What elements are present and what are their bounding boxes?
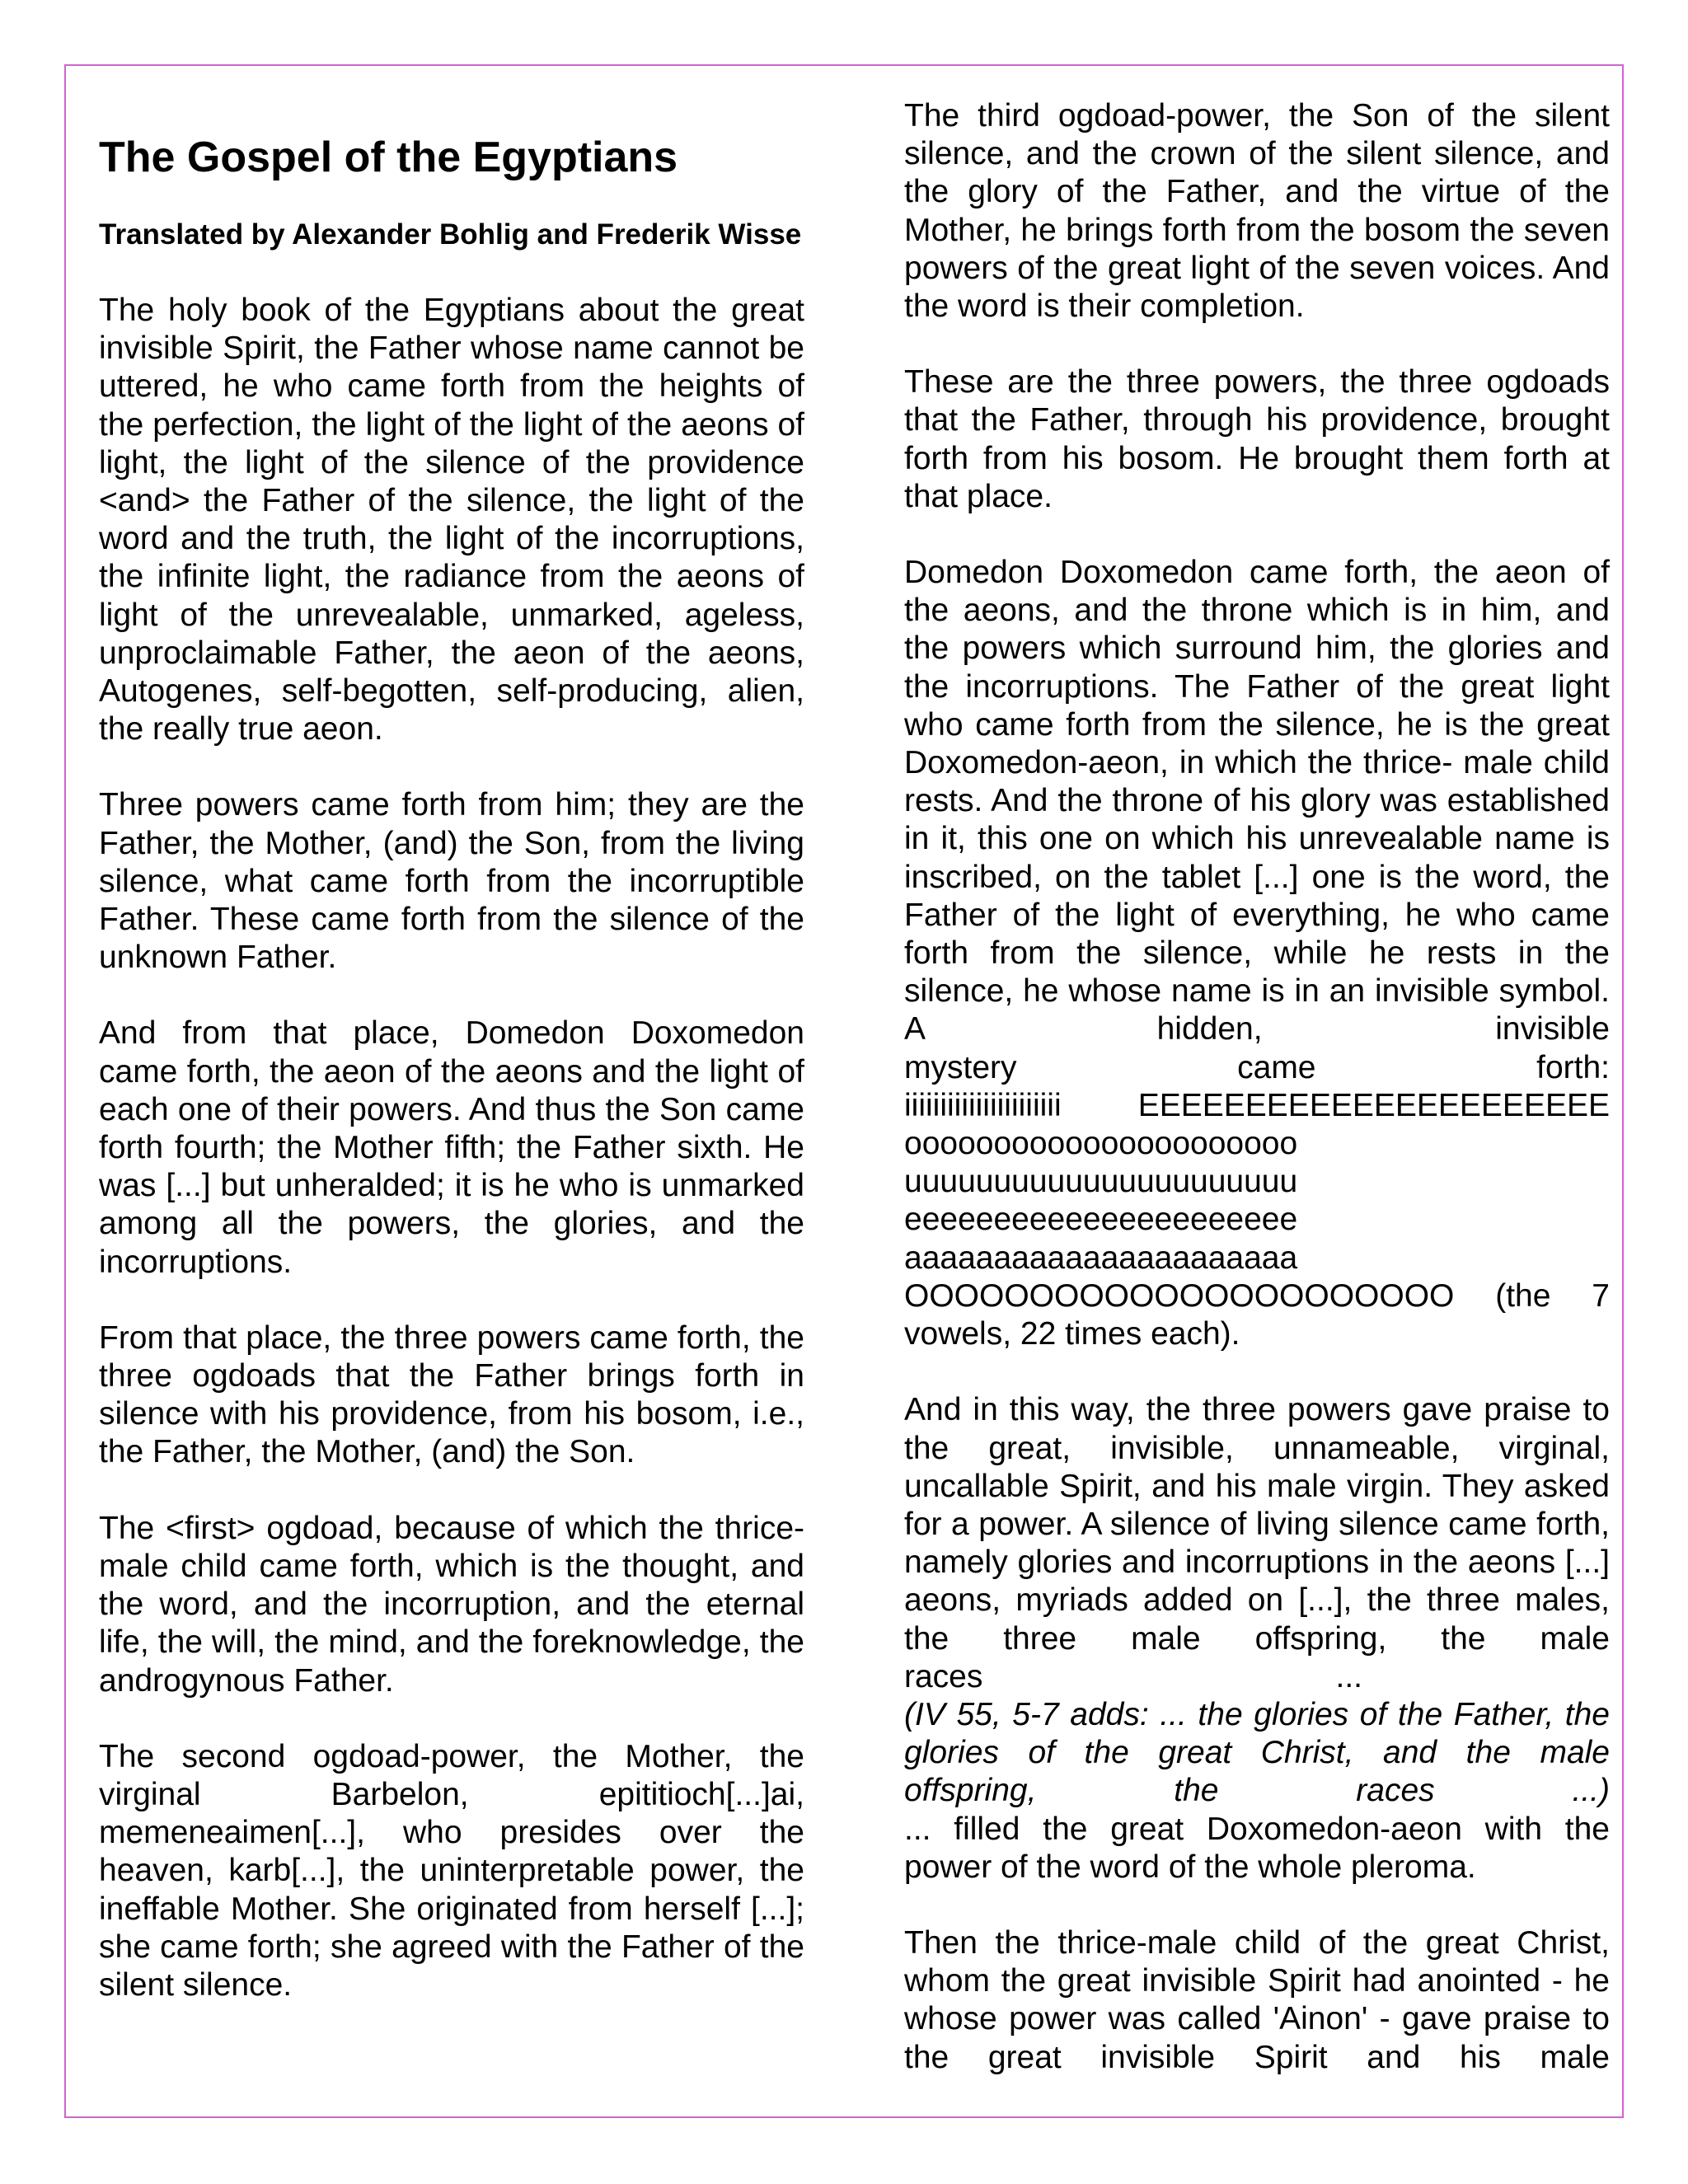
paragraph: Then the thrice-male child of the great Christ, whom the great invisible Spirit had anointed - he whose power was called 'Ainon' - gave praise to the great invisible Spirit and his male [904,1924,1610,2075]
paragraph-praise [904,1391,1610,1886]
vowel-i: iiiiiiiiiiiiiiiiiiiiii [904,1087,1062,1123]
word: offspring, [904,1773,1037,1809]
word: races [1356,1773,1435,1809]
vowel-a: aaaaaaaaaaaaaaaaaaaaaa [904,1240,1298,1276]
document-title: The Gospel of the Egyptians [99,134,678,181]
left-column [99,132,804,2042]
vowel-e: eeeeeeeeeeeeeeeeeeeeee [904,1202,1298,1238]
vowel-line-i-E [904,1087,1610,1125]
vowel-E: EEEEEEEEEEEEEEEEEEEEEE [1137,1087,1610,1123]
word: races [904,1658,983,1694]
vowel-O: OOOOOOOOOOOOOOOOOOOOOO [904,1277,1455,1314]
italic-note: (IV 55, 5-7 adds: ... the glories of the Father, the glories of the great Christ, and the male [904,1696,1610,1771]
mystery-line [904,1049,1610,1087]
vowel-u: uuuuuuuuuuuuuuuuuuuuuu [904,1164,1298,1200]
word: ...) [1572,1773,1610,1809]
translator-credit: Translated by Alexander Bohlig and Frederik Wisse [99,218,802,251]
vowel-o: oooooooooooooooooooooo [904,1126,1298,1162]
italic-note-last-line [904,1772,1610,1810]
vowel-tail: vowels, 22 times each). [904,1316,1240,1352]
paragraph-text: ... filled the great Doxomedon-aeon with the power of the word of the whole pleroma. [904,1811,1610,1885]
paragraph: Three powers came forth from him; they are the Father, the Mother, (and) the Son, from the living silence, what came forth from the incorruptible Father. These came forth from the silence of the unknown Father. [99,787,804,976]
word: forth: [1536,1049,1610,1085]
paragraph-mystery [904,554,1610,1353]
paragraph-text: Domedon Doxomedon came forth, the aeon of the aeons, and the throne which is in him, and the powers which surround him, the glories and the incorruptions. The Father of the great light who came forth from the silence, he is the great Doxomedon-aeon, in which the thrice- male child rests. And the throne of his glory was established in it, this one on which his unrevealable name is inscribed, on the tablet [...] one is the word, the Father of the light of everything, he who came forth from the silence, while he rests in the silence, he whose name is in an invisible symbol. A hidden, invisible [904,555,1610,1047]
word: mystery [904,1049,1017,1085]
paragraph: From that place, the three powers came forth, the three ogdoads that the Father brings forth in silence with his providence, from his bosom, i.e., the Father, the Mother, (and) the Son. [99,1319,804,1470]
right-column [904,97,1610,2115]
paragraph: The second ogdoad-power, the Mother, the virginal Barbelon, epititioch[...]ai, memeneaimen[...], who presides over the heaven, karb[...], the uninterpretable power, the ineffable Mother. She originated from herself [...]; she came forth; she agreed with the Father of the silent silence. [99,1738,804,2003]
paragraph: The holy book of the Egyptians about the great invisible Spirit, the Father whose name cannot be uttered, he who came forth from the heights of the perfection, the light of the light of the aeons of light, the light of the silence of the providence <and> the Father of the silence, the light of the word and the truth, the light of the incorruptions, the infinite light, the radiance from the aeons of light of the unrevealable, unmarked, ageless, unproclaimable Father, the aeon of the aeons, Autogenes, self-begotten, self-producing, alien, the really true aeon. [99,293,804,748]
paragraph: And from that place, Domedon Doxomedon came forth, the aeon of the aeons and the light of each one of their powers. And thus the Son came forth fourth; the Mother fifth; the Father sixth. He was [...] but unheralded; it is he who is unmarked among all the powers, the glories, and the incorruptions. [99,1015,804,1280]
word: came [1237,1049,1316,1085]
word: ... [1335,1658,1362,1694]
paragraph-text: And in this way, the three powers gave praise to the great, invisible, unnameable, virginal, uncallable Spirit, and his male virgin. They asked for a power. A silence of living silence came forth, namely glories and incorruptions in the aeons [...] aeons, myriads added on [...], the three males, the three male offspring, the male [904,1392,1610,1657]
paragraph: These are the three powers, the three ogdoads that the Father, through his providence, brought forth from his bosom. He brought them forth at that place. [904,364,1610,514]
paragraph: The <first> ogdoad, because of which the thrice-male child came forth, which is the thought, and the word, and the incorruption, and the eternal life, the will, the mind, and the foreknowledge, the androgynous Father. [99,1510,804,1699]
vowel-O-suffix-2: 7 [1592,1277,1610,1314]
vowel-O-suffix-1: (the [1495,1277,1551,1314]
vowel-line-O [904,1277,1610,1315]
paragraph: The third ogdoad-power, the Son of the silent silence, and the crown of the silent silence, and the glory of the Father, and the virtue of the Mother, he brings forth from the bosom the seven powers of the great light of the seven voices. And the word is their completion. [904,98,1610,325]
races-line [904,1658,1610,1696]
word: the [1174,1773,1219,1809]
